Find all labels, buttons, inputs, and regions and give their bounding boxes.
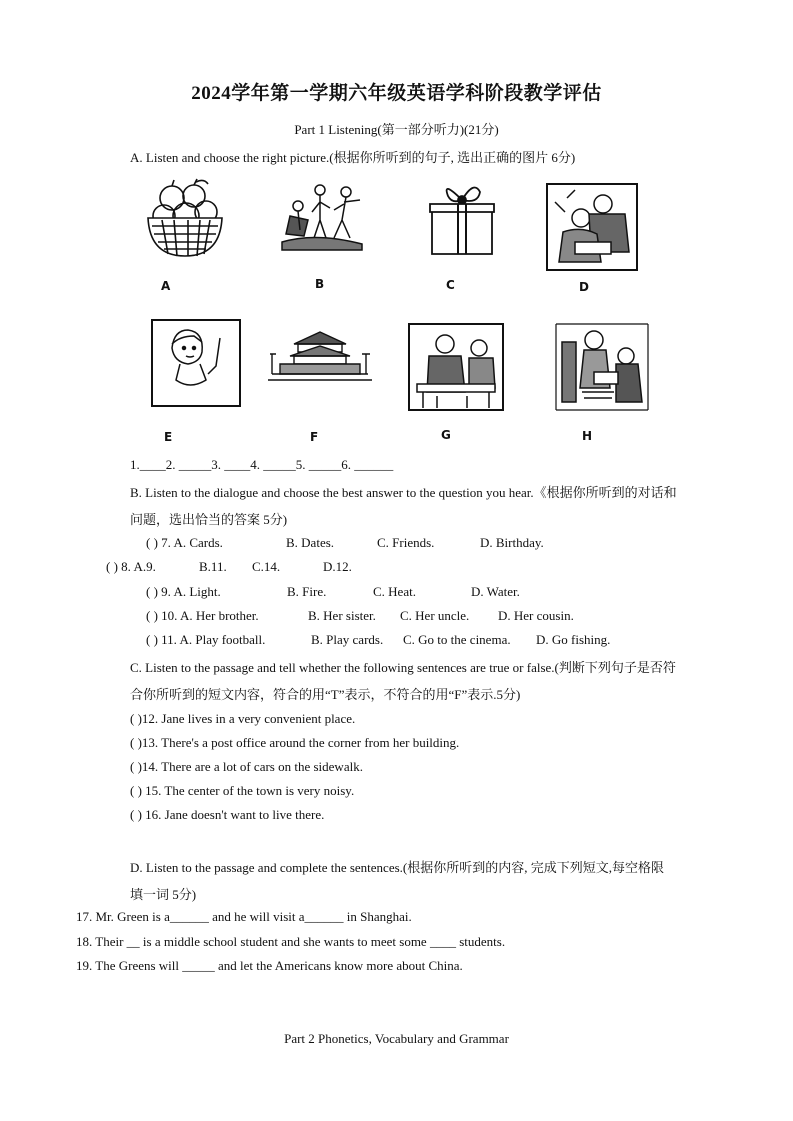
option-label: H (582, 429, 593, 443)
family-photo-icon (545, 182, 639, 272)
option-label: F (310, 430, 319, 444)
question-9: ( ) 9. A. Light. (146, 584, 221, 599)
option-label: B (315, 277, 325, 291)
option-label: D (579, 280, 589, 294)
question-8: ( ) 8. A.9. (106, 559, 156, 574)
option-label: C (446, 278, 455, 292)
tf-item: ( ) 16. Jane doesn't want to live there. (130, 807, 325, 822)
option-c: C. Friends. (377, 535, 435, 550)
tf-item: ( ) 15. The center of the town is very noisy. (130, 783, 355, 798)
gift-box-icon (426, 178, 498, 256)
fill-in-item: 17. Mr. Green is a______ and he will visit a______ in Shanghai. (76, 909, 412, 924)
page-title: 2024学年第一学期六年级英语学科阶段教学评估 (191, 83, 602, 104)
option-label: A (161, 279, 171, 293)
section-d-instruction-cont: 填一词 5分) (130, 887, 197, 902)
part2-heading: Part 2 Phonetics, Vocabulary and Grammar (284, 1031, 509, 1046)
option-label: G (441, 428, 451, 442)
answer-blanks: 1.____2. _____3. ____4. _____5. _____6. ______ (130, 457, 394, 472)
part1-heading: Part 1 Listening(第一部分听力)(21分) (294, 122, 499, 137)
option-d: D. Birthday. (480, 535, 544, 550)
shopping-couple-icon (554, 322, 650, 412)
option-b: B. Dates. (286, 535, 335, 550)
option-c: C. Her uncle. (400, 608, 470, 623)
family-dinner-icon (407, 322, 505, 412)
tf-item: ( )13. There's a post office around the corner from her building. (130, 735, 460, 750)
option-b: B. Her sister. (308, 608, 376, 623)
tiananmen-icon (266, 330, 374, 382)
question-7: ( ) 7. A. Cards. (146, 535, 223, 550)
fruit-basket-icon (144, 176, 226, 260)
section-d-instruction: D. Listen to the passage and complete the sentences.(根据你所听到的内容, 完成下列短文,每空格限 (130, 860, 664, 875)
tf-item: ( )14. There are a lot of cars on the sidewalk. (130, 759, 363, 774)
option-b: B. Fire. (287, 584, 327, 599)
option-b: B. Play cards. (311, 632, 384, 647)
option-c: C.14. (252, 559, 281, 574)
section-b-instruction: B. Listen to the dialogue and choose the best answer to the question you hear.《根据你所听到的对话和 (130, 485, 677, 500)
people-walking-icon (276, 180, 368, 252)
option-c: C. Go to the cinema. (403, 632, 511, 647)
fill-in-item: 18. Their __ is a middle school student and she wants to meet some ____ students. (76, 934, 506, 949)
question-11: ( ) 11. A. Play football. (146, 632, 266, 647)
option-b: B.11. (199, 559, 227, 574)
section-b-instruction-cont: 问题，选出恰当的答案 5分) (130, 512, 288, 527)
section-c-instruction-cont: 合你所听到的短文内容，符合的用“T”表示，不符合的用“F”表示.5分) (130, 687, 521, 702)
option-d: D. Go fishing. (536, 632, 611, 647)
option-d: D. Her cousin. (498, 608, 574, 623)
section-c-instruction: C. Listen to the passage and tell whether the following sentences are true or false.(判断下列句子是否符 (130, 660, 676, 675)
tf-item: ( )12. Jane lives in a very convenient place. (130, 711, 356, 726)
fill-in-item: 19. The Greens will _____ and let the Americans know more about China. (76, 958, 463, 973)
option-c: C. Heat. (373, 584, 416, 599)
option-d: D. Water. (471, 584, 520, 599)
girl-portrait-icon (150, 318, 242, 408)
section-a-instruction: A. Listen and choose the right picture.(根据你所听到的句子, 选出正确的图片 6分) (130, 150, 576, 165)
option-d: D.12. (323, 559, 352, 574)
option-label: E (164, 430, 173, 444)
question-10: ( ) 10. A. Her brother. (146, 608, 259, 623)
